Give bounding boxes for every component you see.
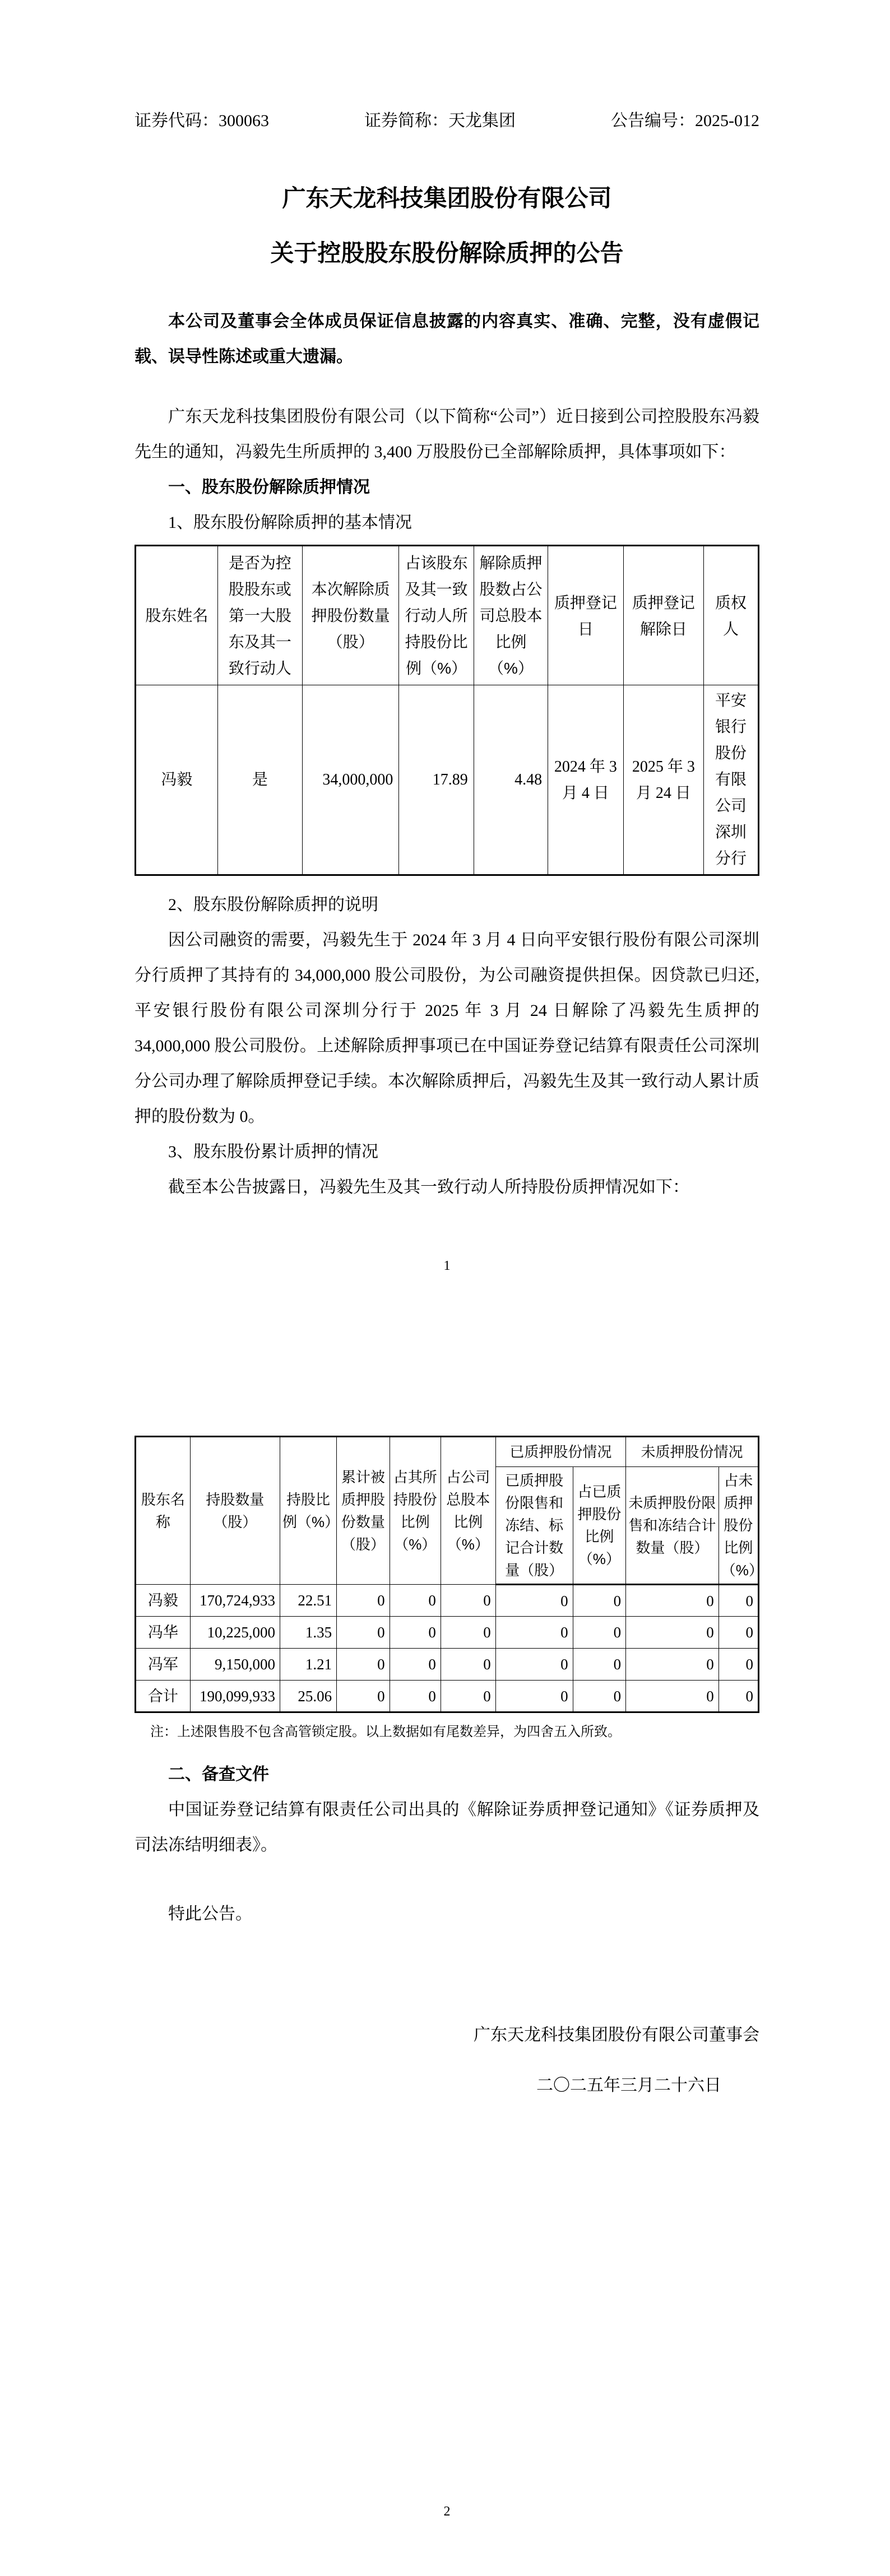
t2-cell: 0: [719, 1649, 758, 1681]
t2-header-cell: 持股数量（股）: [190, 1437, 280, 1585]
t2-cell: 0: [719, 1585, 758, 1617]
t2-cell: 0: [390, 1649, 441, 1681]
section-1-heading: 一、股东股份解除质押情况: [168, 478, 370, 496]
t1-cell-pledgee: 平安银行股份有限公司深圳分行: [704, 685, 759, 875]
t2-group-header-pledged: 已质押股份情况: [495, 1437, 625, 1467]
announcement-number: 公告编号：2025-012: [611, 112, 759, 130]
t2-cell: 0: [495, 1681, 573, 1712]
t2-cell: 0: [573, 1649, 626, 1681]
t1-cell: 2025 年 3 月 24 日: [623, 685, 703, 875]
t2-header-cell: 持股比例（%）: [280, 1437, 336, 1585]
security-code: 证券代码：300063: [135, 112, 269, 130]
reference-documents-paragraph: 中国证券登记结算有限责任公司出具的《解除证券质押登记通知》《证券质押及司法冻结明细表》。: [135, 1800, 759, 1854]
table-note: 注：上述限售股不包含高管锁定股。以上数据如有尾数差异，为四舍五入所致。: [150, 1725, 621, 1739]
t2-cell: 0: [719, 1681, 758, 1712]
t2-cell: 0: [626, 1617, 719, 1649]
security-abbr: 证券简称：天龙集团: [364, 112, 516, 130]
t2-cell: 0: [441, 1649, 495, 1681]
t1-cell: 4.48: [474, 685, 548, 875]
t2-cell: 0: [441, 1585, 495, 1617]
t2-cell: 0: [495, 1649, 573, 1681]
t2-cell: 0: [337, 1585, 390, 1617]
t1-header-cell: 占该股东及其一致行动人所持股份比例（%）: [399, 546, 474, 685]
page-title-line2: 关于控股股东股份解除质押的公告: [270, 240, 624, 266]
t2-cell: 22.51: [280, 1585, 336, 1617]
table-row: [136, 1437, 759, 1467]
t1-header-cell: 质权人: [704, 546, 759, 685]
t2-cell-shareholder: 冯华: [136, 1617, 191, 1649]
subsection-1-2-heading: 2、股东股份解除质押的说明: [168, 895, 378, 914]
closing-text: 特此公告。: [168, 1905, 252, 1923]
signature-date: 二〇二五年三月二十六日: [536, 2076, 721, 2095]
header-meta: [135, 111, 759, 131]
page-number-1: 1: [443, 1259, 451, 1273]
t2-cell: 0: [390, 1681, 441, 1712]
table-row: [136, 1617, 759, 1649]
t2-cell: 0: [719, 1617, 758, 1649]
t2-cell: 190,099,933: [190, 1681, 280, 1712]
t2-cell: 0: [495, 1585, 573, 1617]
t1-header-cell: 解除质押股数占公司总股本比例（%）: [474, 546, 548, 685]
t2-cell-total-label: 合计: [136, 1681, 191, 1712]
t2-header-cell: 占其所持股份比例（%）: [390, 1437, 441, 1585]
t2-cell: 0: [390, 1617, 441, 1649]
t2-cell: 0: [337, 1649, 390, 1681]
pledge-release-table: [135, 545, 759, 876]
t2-cell: 10,225,000: [190, 1617, 280, 1649]
table-row: [136, 546, 759, 685]
t2-cell: 0: [337, 1617, 390, 1649]
t1-header-cell: 本次解除质押股份数量（股）: [303, 546, 399, 685]
t1-header-cell: 质押登记日: [548, 546, 624, 685]
intro-paragraph: 广东天龙科技集团股份有限公司（以下简称“公司”）近日接到公司控股股东冯毅先生的通知，冯毅先生所质押的 3,400 万股股份已全部解除质押，具体事项如下：: [135, 407, 759, 461]
t2-cell-shareholder: 冯军: [136, 1649, 191, 1681]
cumulative-pledge-table: [135, 1436, 763, 1713]
t2-cell: 0: [495, 1617, 573, 1649]
signature-company: 广东天龙科技集团股份有限公司董事会: [474, 2026, 759, 2044]
t2-cell: 0: [626, 1585, 719, 1617]
t2-cell: 0: [337, 1681, 390, 1712]
t2-cell: 1.21: [280, 1649, 336, 1681]
page-number-2: 2: [443, 2504, 451, 2519]
t2-cell: 0: [441, 1681, 495, 1712]
t1-cell: 2024 年 3 月 4 日: [548, 685, 624, 875]
page-title-line1: 广东天龙科技集团股份有限公司: [282, 185, 612, 211]
t1-header-cell: 是否为控股股东或第一大股东及其一致行动人: [217, 546, 302, 685]
t2-cell: 0: [573, 1585, 626, 1617]
t1-header-cell: 质押登记解除日: [623, 546, 703, 685]
t2-header-cell: 占公司总股本比例（%）: [441, 1437, 495, 1585]
t2-cell: 1.35: [280, 1617, 336, 1649]
section-2-heading: 二、备查文件: [168, 1765, 269, 1784]
t2-cell-shareholder: 冯毅: [136, 1585, 191, 1617]
t1-cell: 17.89: [399, 685, 474, 875]
t1-cell-shareholder: 冯毅: [136, 685, 218, 875]
table-row: [136, 1649, 759, 1681]
table-row: [136, 1585, 759, 1617]
pledge-release-explanation: 因公司融资的需要，冯毅先生于 2024 年 3 月 4 日向平安银行股份有限公司深圳分行质押了其持有的 34,000,000 股公司股份，为公司融资提供担保。因贷款已归还,平安银行股份有限公司深圳分行于 2025 年 3 月 24 日解除了冯毅先生质押的 34,000,000 股公司股份。上述解除质押事项已在中国证券登记结算有限责任公司深圳分公司办理了解除质押登记手续。本次解除质押后，冯毅先生及其一致行动人累计质押的股份数为 0。: [135, 931, 759, 1126]
t2-cell: 0: [626, 1649, 719, 1681]
t2-subheader-cell: 未质押股份限售和冻结合计数量（股）: [626, 1467, 719, 1585]
t2-cell: 9,150,000: [190, 1649, 280, 1681]
t2-cell: 0: [573, 1681, 626, 1712]
t2-subheader-cell: 占未质押股份比例（%）: [719, 1467, 758, 1585]
t2-cell: 25.06: [280, 1681, 336, 1712]
t2-header-cell: 累计被质押股份数量（股）: [337, 1437, 390, 1585]
subsection-1-1-heading: 1、股东股份解除质押的基本情况: [168, 513, 412, 532]
t2-subheader-cell: 占已质押股份比例（%）: [573, 1467, 626, 1585]
table-row: [136, 1681, 759, 1712]
cumulative-pledge-intro: 截至本公告披露日，冯毅先生及其一致行动人所持股份质押情况如下：: [168, 1178, 689, 1196]
t2-group-header-unpledged: 未质押股份情况: [626, 1437, 759, 1467]
signature-block: [135, 2010, 759, 2111]
t2-cell: 0: [573, 1617, 626, 1649]
t2-header-cell: 股东名称: [136, 1437, 191, 1585]
t2-subheader-cell: 已质押股份限售和冻结、标记合计数量（股）: [495, 1467, 573, 1585]
t1-cell: 是: [217, 685, 302, 875]
disclaimer-text: 本公司及董事会全体成员保证信息披露的内容真实、准确、完整，没有虚假记载、误导性陈述或重大遗漏。: [135, 312, 759, 366]
t2-cell: 0: [626, 1681, 719, 1712]
t1-header-cell: 股东姓名: [136, 546, 218, 685]
subsection-1-3-heading: 3、股东股份累计质押的情况: [168, 1143, 378, 1161]
t2-cell: 170,724,933: [190, 1585, 280, 1617]
t2-cell: 0: [390, 1585, 441, 1617]
t2-cell: 0: [441, 1617, 495, 1649]
table-row: [136, 685, 759, 875]
t1-cell: 34,000,000: [303, 685, 399, 875]
